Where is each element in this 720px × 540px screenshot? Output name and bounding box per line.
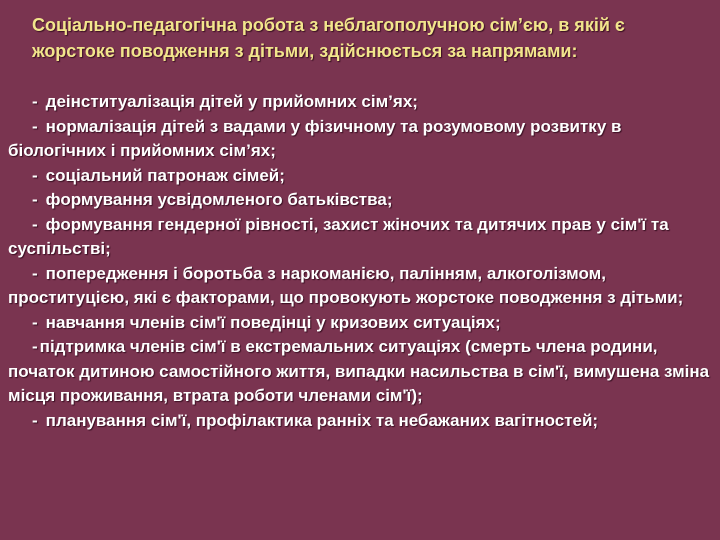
list-item-text: навчання членів сім'ї поведінці у кризових ситуаціях; [45,312,501,332]
list-item [8,262,716,311]
list-item-text: підтримка членів сім'ї в екстремальних ситуаціях (смерть члена родини, початок дитиною самостійного життя, випадки насильства в сім'ї, вимушена зміна місця проживання, втрата роботи членами сім'ї); [8,337,710,405]
list-item [8,409,716,434]
list-dash: - [32,165,38,185]
list-dash: - [32,214,38,234]
list-item [8,164,716,189]
directions-list [8,90,716,433]
list-item [8,311,716,336]
list-item-text: планування сім'ї, профілактика ранніх та небажаних вагітностей; [45,410,599,430]
list-item [8,335,716,409]
list-item [8,115,716,164]
list-dash: - [32,190,38,209]
list-dash: - [32,116,38,136]
list-dash: - [32,410,38,430]
list-dash: - [32,263,38,283]
list-item-text: деінституалізація дітей у прийомних сім’ях; [45,92,418,111]
list-item [8,213,716,262]
list-item-text: формування усвідомленого батьківства; [45,190,393,209]
list-item-text: попередження і боротьба з наркоманією, палінням, алкоголізмом, проституцією, які є факторами, що провокують жорстоке поводження з дітьми; [8,263,684,307]
list-dash: - [32,92,38,111]
list-item [8,188,716,213]
list-item-text: формування гендерної рівності, захист жіночих та дитячих прав у сім'ї та суспільстві; [8,214,669,258]
list-item [8,90,716,115]
slide-title: Соціально-педагогічна робота з неблагополучною сім’єю, в якій є жорстоке поводження з дітьми, здійснюється за напрямами: [32,15,625,61]
list-item-text: нормалізація дітей з вадами у фізичному та розумовому розвитку в біологічних і прийомних сім’ях; [8,116,622,160]
list-dash: - [32,312,38,332]
list-item-text: соціальний патронаж сімей; [45,165,285,185]
list-dash: - [32,337,38,356]
